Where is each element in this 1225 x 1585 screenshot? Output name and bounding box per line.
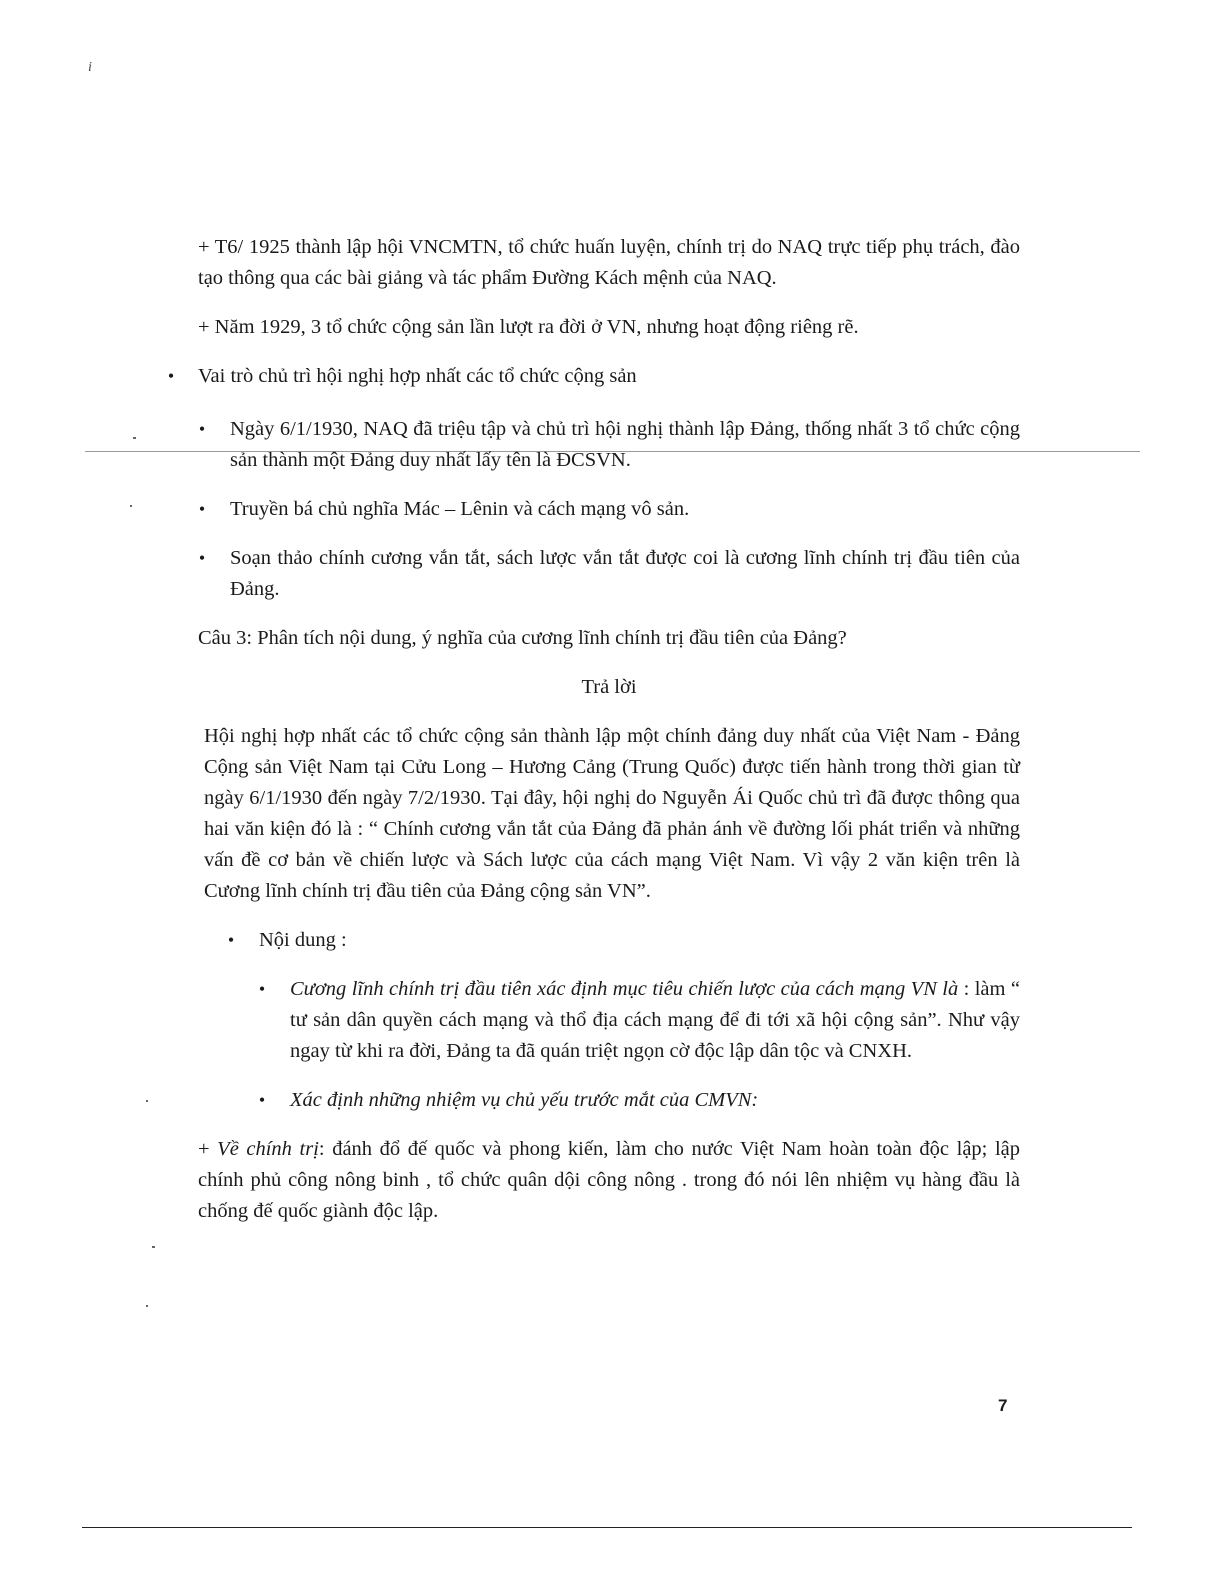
section-heading-role: Vai trò chủ trì hội nghị hợp nhất các tổ chức cộng sản	[198, 365, 637, 387]
politics-italic: Về chính trị	[217, 1138, 319, 1160]
corner-mark: i	[88, 60, 92, 75]
list-item	[198, 974, 1020, 1067]
list-item	[198, 1085, 1020, 1116]
list-item	[198, 494, 1020, 525]
politics-rest: : đánh đổ đế quốc và phong kiến, làm cho nước Việt Nam hoàn toàn độc lập; lập chính phủ công nông binh , tổ chức quân dội công nông . trong đó nói lên nhiệm vụ hàng đầu là chống đế quốc giành độc lập.	[198, 1138, 1021, 1222]
tasks-heading	[198, 1085, 1020, 1116]
scan-speck	[146, 1305, 148, 1307]
document-body	[167, 232, 1021, 1227]
page-number: 7	[998, 1396, 1008, 1415]
politics-plus: +	[198, 1138, 218, 1160]
paragraph-politics	[198, 1134, 1020, 1227]
list-item	[198, 543, 1020, 605]
list-item	[167, 361, 1020, 392]
list-item	[198, 925, 1020, 956]
bullet-icon: •	[258, 1090, 266, 1110]
question-heading: Câu 3: Phân tích nội dung, ý nghĩa của cương lĩnh chính trị đầu tiên của Đảng?	[198, 627, 847, 649]
footer-rule	[82, 1527, 1132, 1528]
bullet-icon: •	[258, 979, 266, 999]
bullet-icon: •	[167, 366, 175, 386]
paragraph-spread: Truyền bá chủ nghĩa Mác – Lênin và cách mạng vô sản.	[230, 498, 690, 520]
tasks-heading-italic: Xác định những nhiệm vụ chủ yếu trước mắt của CMVN:	[290, 1089, 759, 1111]
scan-speck	[130, 505, 132, 507]
strategic-goal-italic: Cương lĩnh chính trị đầu tiên xác định mục tiêu chiến lược của cách mạng VN là	[290, 978, 959, 1000]
bullet-icon: •	[227, 930, 235, 950]
bullet-icon: •	[198, 419, 206, 439]
paragraph-1925: + T6/ 1925 thành lập hội VNCMTN, tổ chức huấn luyện, chính trị do NAQ trực tiếp phụ trách, đào tạo thông qua các bài giảng và tác phẩm Đường Kách mệnh của NAQ.	[198, 236, 1020, 289]
paragraph-strategic-goal	[198, 974, 1020, 1067]
strategic-goal-rest: : làm “ tư sản dân quyền cách mạng và thổ địa cách mạng để đi tới xã hội cộng sản”. Như vậy ngay từ khi ra đời, Đảng ta đã quán triệt ngọn cờ độc lập dân tộc và CNXH.	[290, 978, 1020, 1062]
scan-speck	[133, 437, 136, 439]
bullet-icon: •	[198, 499, 206, 519]
paragraph-draft: Soạn thảo chính cương vắn tắt, sách lược vắn tắt được coi là cương lĩnh chính trị đầu tiên của Đảng.	[230, 547, 1020, 600]
content-heading: Nội dung :	[259, 929, 347, 951]
paragraph-1929: + Năm 1929, 3 tổ chức cộng sản lần lượt ra đời ở VN, nhưng hoạt động riêng rẽ.	[198, 316, 859, 338]
list-item	[198, 414, 1020, 476]
bullet-icon: •	[198, 548, 206, 568]
scan-speck	[152, 1246, 155, 1248]
answer-heading: Trả lời	[581, 676, 637, 698]
paragraph-conference: Hội nghị hợp nhất các tổ chức cộng sản thành lập một chính đảng duy nhất của Việt Nam - Đảng Cộng sản Việt Nam tại Cửu Long – Hương Cảng (Trung Quốc) được tiến hành trong thời gian từ ngày 6/1/1930 đến ngày 7/2/1930. Tại đây, hội nghị do Nguyễn Ái Quốc chủ trì đã được thông qua hai văn kiện đó là : “ Chính cương vắn tắt của Đảng đã phản ánh về đường lối phát triển và những vấn đề cơ bản về chiến lược và Sách lược của cách mạng Việt Nam. Vì vậy 2 văn kiện trên là Cương lĩnh chính trị đầu tiên của Đảng cộng sản VN”.	[204, 725, 1020, 902]
paragraph-founding: Ngày 6/1/1930, NAQ đã triệu tập và chủ trì hội nghị thành lập Đảng, thống nhất 3 tổ chức cộng sản thành một Đảng duy nhất lấy tên là ĐCSVN.	[230, 418, 1020, 471]
scan-speck	[146, 1100, 148, 1102]
